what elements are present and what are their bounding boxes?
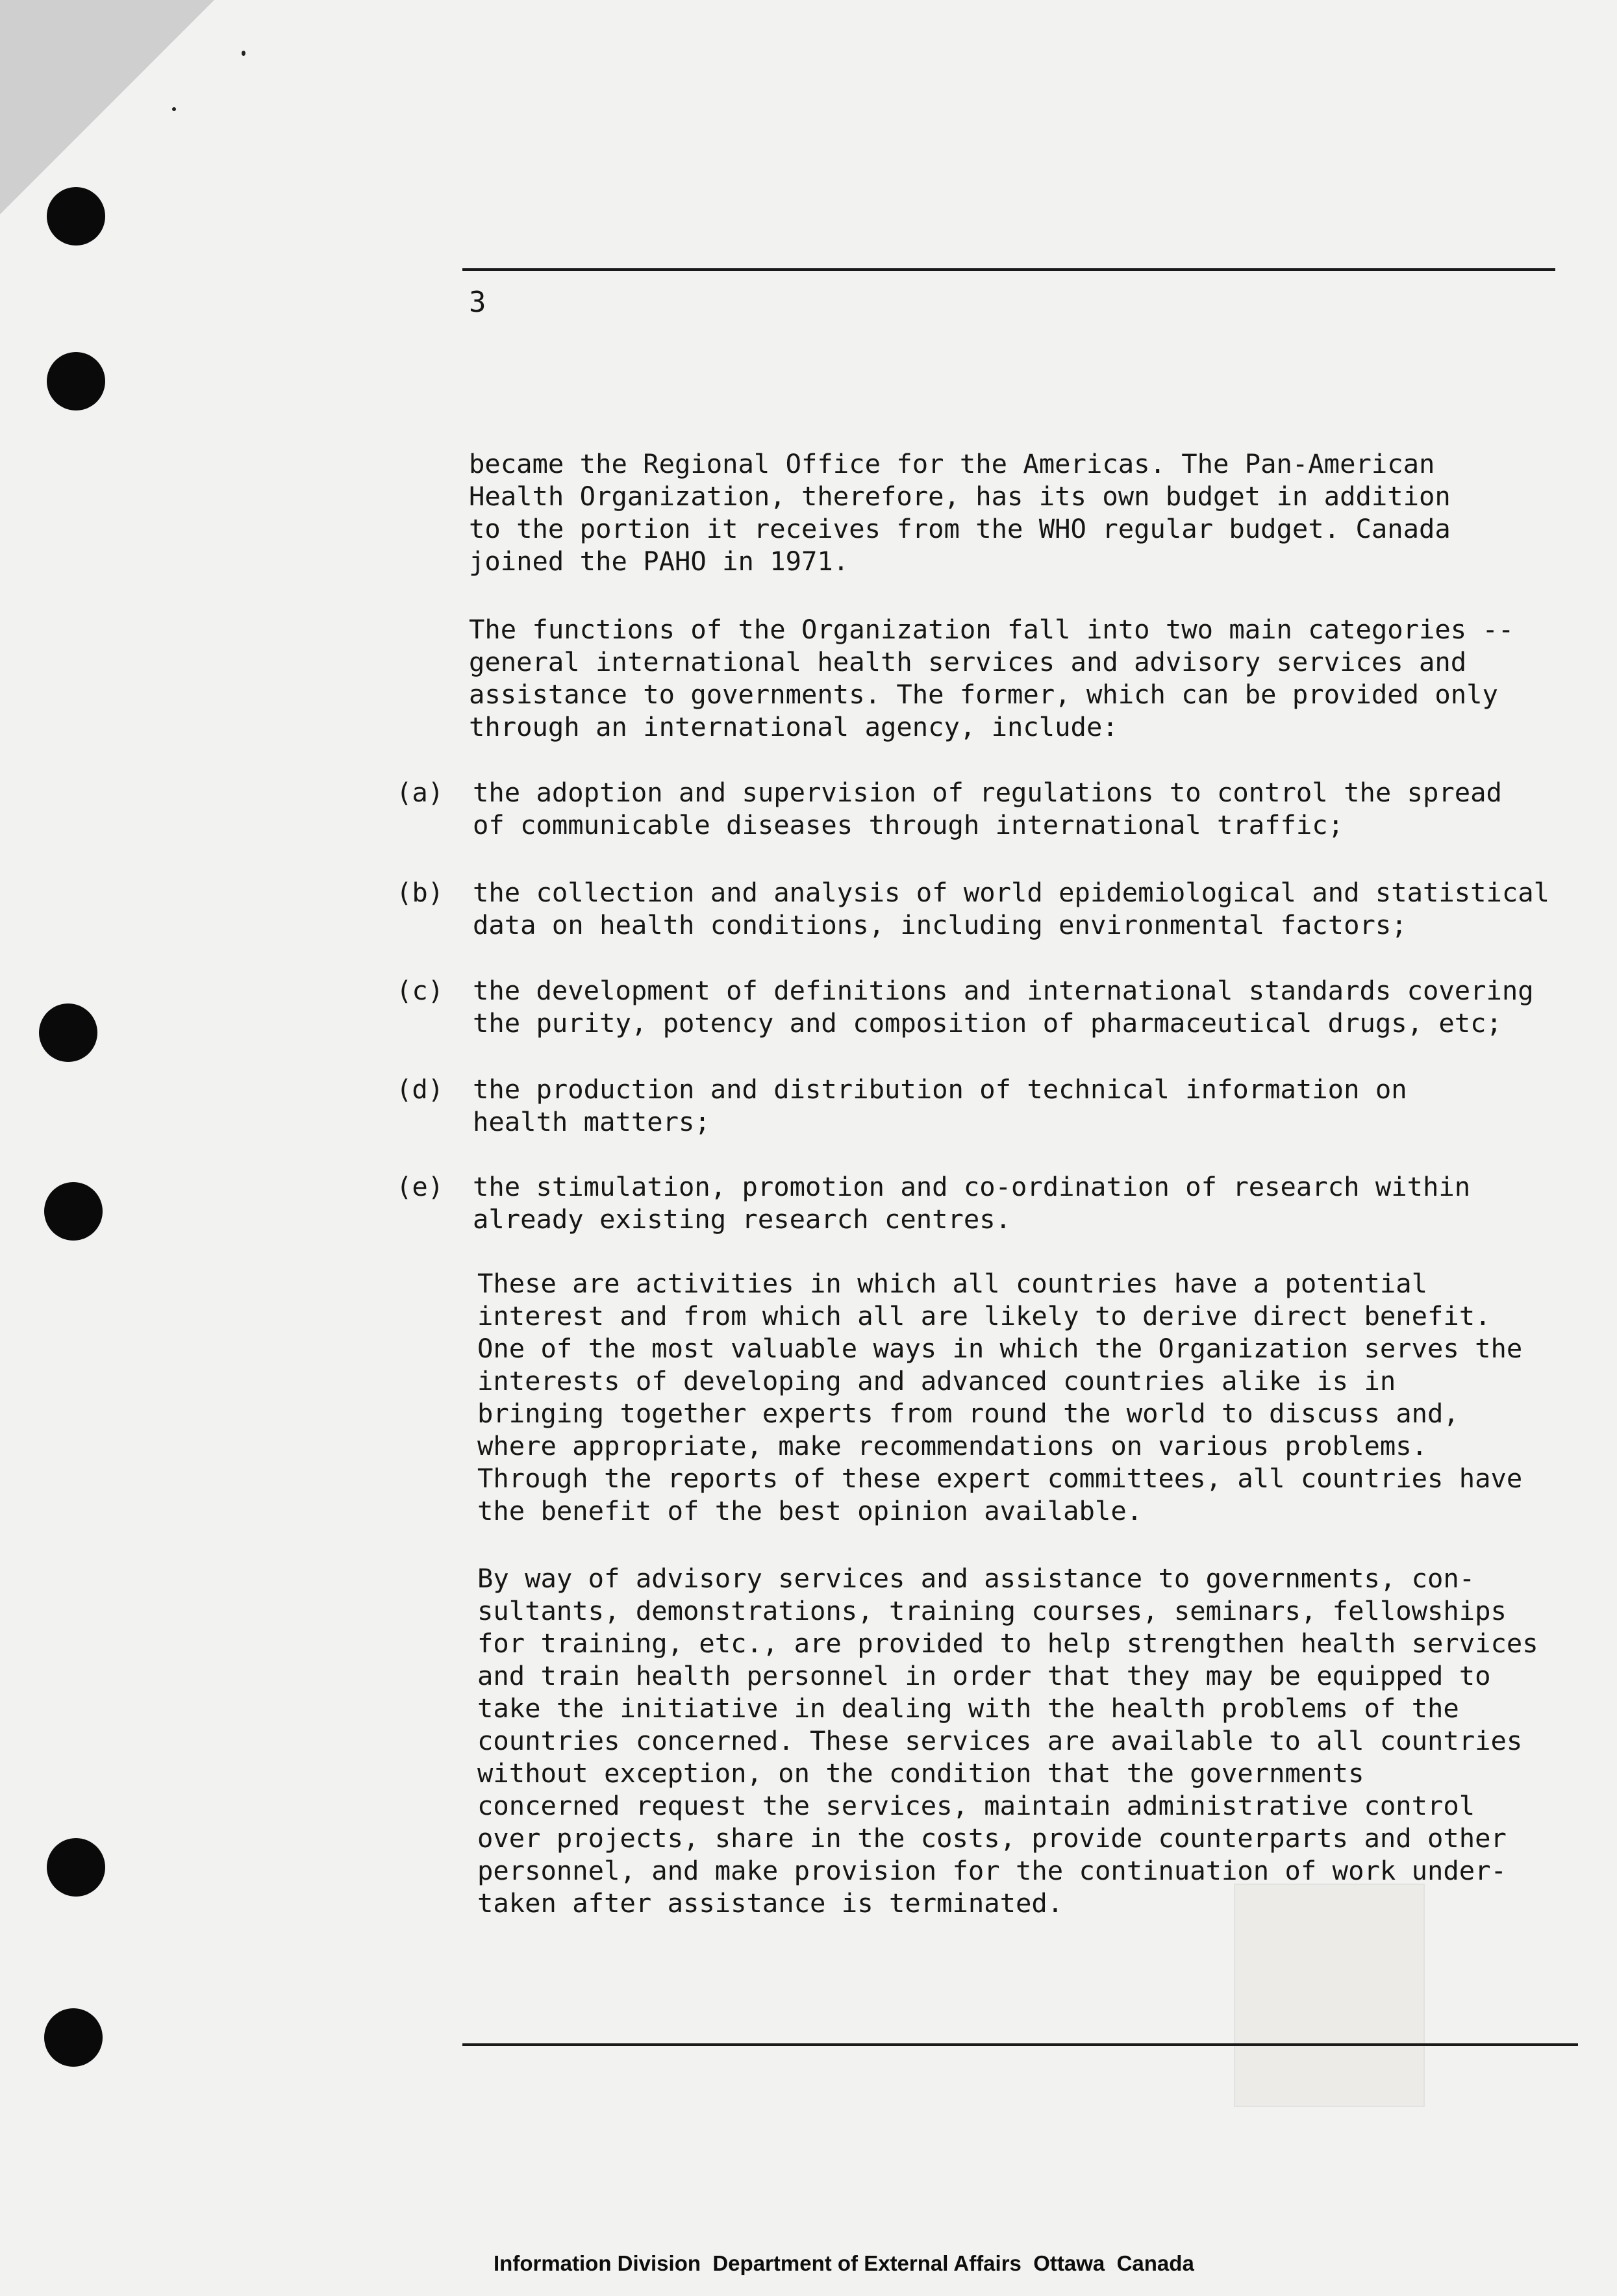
folded-corner [0,0,214,214]
punch-hole [47,1838,105,1897]
list-item-text: the production and distribution of technical information on health matters; [473,1074,1407,1137]
list-item-text: the stimulation, promotion and co-ordination of research within already existing research centres. [473,1171,1471,1235]
punch-hole [47,352,105,410]
punch-hole [44,2008,103,2067]
list-item-label: (e) [396,1171,444,1202]
activities-paragraph: These are activities in which all countries have a potential interest and from which all are likely to derive direct benefit. One of the most valuable ways in which the Organization serves the interests of developing and advanced countries alike is in bringing together experts from round the world to discuss and, where appropriate, make recommendations on various problems. Through the reports of these expert committees, all countries have the benefit of the best opinion available. [477,1268,1523,1526]
ink-speck [172,107,176,111]
footer-imprint: Information Division Department of External Affairs Ottawa Canada [494,2251,1194,2275]
punch-hole [39,1003,97,1062]
header-rule [462,268,1555,271]
advisory-paragraph: By way of advisory services and assistance to governments, con- sultants, demonstrations, training courses, seminars, fellowships for training, etc., are provided to help strengthen health services and train health personnel in order that they may be equipped to take the initiative in dealing with the health problems of the countries concerned. These services are available to all countries without exception, on the condition that the governments concerned request the services, maintain administrative control over projects, share in the costs, provide counterparts and other personnel, and make provision for the continuation of work under- taken after assistance is terminated. [477,1563,1538,1919]
page-number: 3 [469,286,486,319]
footer-rule [462,2043,1578,2046]
list-item-label: (a) [396,777,444,808]
ink-speck [242,51,245,56]
list-item-label: (d) [396,1074,444,1105]
list-item-label: (b) [396,877,444,908]
list-item-label: (c) [396,975,444,1006]
list-item-text: the development of definitions and international standards covering the purity, potency and composition of pharmaceutical drugs, etc; [473,975,1534,1039]
intro-paragraph: became the Regional Office for the Americas. The Pan-American Health Organization, therefore, has its own budget in addition to the portion it receives from the WHO regular budget. Canada joined the PAHO in 1971. [469,448,1451,577]
punch-hole [44,1182,103,1241]
list-item-text: the adoption and supervision of regulations to control the spread of communicable diseases through international traffic; [473,777,1502,840]
functions-paragraph: The functions of the Organization fall into two main categories -- general international health services and advisory services and assistance to governments. The former, which can be provided only through an international agency, include: [469,614,1514,742]
list-item-text: the collection and analysis of world epidemiological and statistical data on health conditions, including environmental factors; [473,877,1550,940]
punch-hole [47,187,105,246]
